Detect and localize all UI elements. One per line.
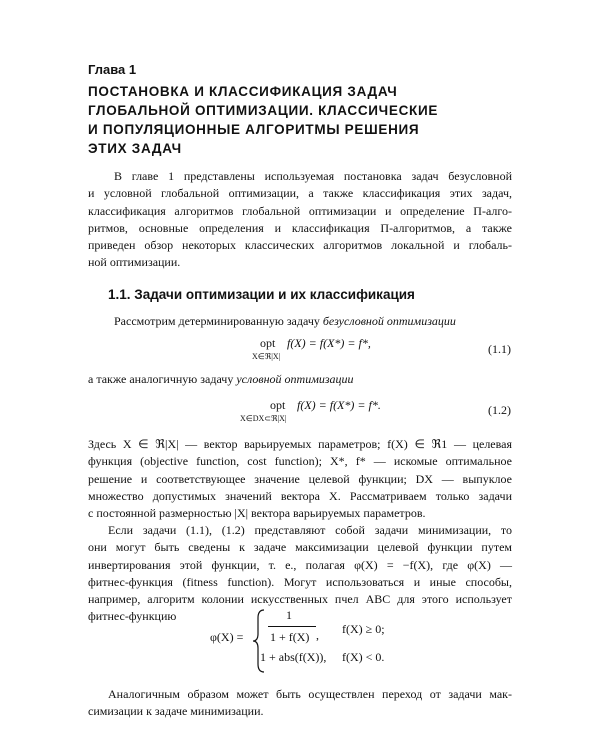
defs-line: множество допустимых значений вектора X. Рассматриваем только задачи bbox=[88, 488, 512, 503]
eq2-body: f(X) = f(X*) = f*. bbox=[297, 398, 381, 412]
defs-line: Здесь X ∈ ℜ|X| — вектор варьируемых параметров; f(X) ∈ ℜ1 — целевая bbox=[88, 437, 512, 451]
para2-line: Если задачи (1.1), (1.2) представляют собой задачи минимизации, то bbox=[108, 523, 512, 537]
defs-line: функция (objective function, cost function); X*, f* — искомые оптимальное bbox=[88, 454, 512, 469]
intro-line: В главе 1 представлены используемая постановка задач безусловной bbox=[114, 169, 512, 183]
text-constrained: а также аналогичную задачу условной оптимизации bbox=[88, 372, 354, 386]
chapter-title-line: И ПОПУЛЯЦИОННЫЕ АЛГОРИТМЫ РЕШЕНИЯ bbox=[88, 122, 420, 137]
text-unconstrained: Рассмотрим детерминированную задачу безусловной оптимизации bbox=[114, 314, 456, 328]
chapter-title-line: ПОСТАНОВКА И КЛАССИФИКАЦИЯ ЗАДАЧ bbox=[88, 84, 398, 99]
eq3-case2-condition: f(X) < 0. bbox=[342, 650, 385, 664]
section-title: 1.1. Задачи оптимизации и их классификация bbox=[108, 287, 415, 302]
eq2-subscript: X∈DX⊂ℜ|X| bbox=[240, 414, 287, 423]
chapter-title-line: ЭТИХ ЗАДАЧ bbox=[88, 141, 182, 156]
eq1-body: f(X) = f(X*) = f*, bbox=[287, 336, 371, 350]
eq1-operator: opt bbox=[260, 336, 276, 350]
eq3-case1-condition: f(X) ≥ 0; bbox=[342, 622, 385, 636]
chapter-title-line: ГЛОБАЛЬНОЙ ОПТИМИЗАЦИИ. КЛАССИЧЕСКИЕ bbox=[88, 103, 439, 118]
eq1-number: (1.1) bbox=[488, 342, 511, 356]
chapter-title bbox=[88, 82, 528, 158]
final-line: Аналогичным образом может быть осуществлен переход от задачи мак- bbox=[108, 687, 512, 701]
intro-line: приведен обзор некоторых классических алгоритмов локальной и глобаль- bbox=[88, 238, 512, 253]
eq3-lhs: φ(X) = bbox=[210, 630, 244, 644]
eq3-case1-numerator: 1 bbox=[286, 608, 292, 622]
definitions-paragraph bbox=[88, 436, 512, 522]
intro-paragraph bbox=[88, 168, 512, 272]
book-page: Глава 1 ПОСТАНОВКА И КЛАССИФИКАЦИЯ ЗАДАЧ ГЛОБАЛЬНОЙ ОПТИМИЗАЦИИ. КЛАССИЧЕСКИЕ И ПОПУЛЯЦИОННЫЕ АЛГОРИТМЫ РЕШЕНИЯ ЭТИХ ЗАДАЧ В главе 1 представлены используемая постановка задач безусловной и условной глобальной оптимизации, а также классификация этих задач, классификация алгоритмов глобальной оптимизации и определение П-алго- ритмов, основные определения и классификация П-алгоритмов, а также приведен обзор некоторых классических алгоритмов локальной и глобаль- ной оптимизации. 1.1. Задачи оптимизации и их классификация Рассмотрим детерминированную задачу безусловной оптимизации opt X∈ℜ|X| f(X) = f(X*) = f*, (1.1) а также аналогичную задачу условной оптимизации opt X∈DX⊂ℜ|X| f(X) = f(X*) = f*. (1.2) Здесь X ∈ ℜ|X| — вектор варьируемых параметров; f(X) ∈ ℜ1 — целевая функция (objective function, cost function); X*, f* — искомые оптимальное решение и соответствующее значение целевой функции; DX — выпуклое множество допустимых значений вектора X. Рассматриваем только задачи с постоянной размерностью |X| вектора варьируемых параметров. Если задачи (1.1), (1.2) представляют собой задачи минимизации, то они могут быть сведены к задаче максимизации целевой функции путем инвертирования этой функции, т. е., полагая φ(X) = −f(X), где φ(X) — фитнес-функция (fitness function). Могут использоваться и иные способы, например, алгоритм колонии искусственных пчел ABC для этого использует фитнес-функцию φ(X) = 1 1 + f(X) , f(X) ≥ 0; 1 + abs(f(X)), f(X) < 0. Аналогичным образом может быть осуществлен переход от задачи мак- симизации к задаче минимизации. bbox=[0, 0, 600, 750]
para2-line: инвертирования этой функции, т. е., полагая φ(X) = −f(X), где φ(X) — bbox=[88, 557, 512, 572]
para2-line: фитнес-функцию bbox=[88, 609, 177, 624]
defs-line: с постоянной размерностью |X| вектора варьируемых параметров. bbox=[88, 506, 426, 521]
intro-line: классификация алгоритмов глобальной оптимизации и определение П-алго- bbox=[88, 203, 512, 218]
eq3-case2-expression: 1 + abs(f(X)), bbox=[260, 650, 327, 664]
para2-line: они могут быть сведены к задаче максимизации целевой функции путем bbox=[88, 540, 512, 555]
intro-line: ритмов, основные определения и классификация П-алгоритмов, а также bbox=[88, 220, 512, 235]
final-paragraph bbox=[88, 686, 512, 721]
chapter-label: Глава 1 bbox=[88, 62, 137, 77]
para2-line: например, алгоритм колонии искусственных пчел ABC для этого использует bbox=[88, 592, 512, 607]
intro-line: ной оптимизации. bbox=[88, 255, 181, 270]
eq2-number: (1.2) bbox=[488, 403, 511, 417]
para2-line: фитнес-функция (fitness function). Могут использоваться и иные способы, bbox=[88, 574, 512, 589]
eq3-case1-denominator: 1 + f(X) bbox=[270, 630, 310, 644]
eq2-operator: opt bbox=[270, 398, 286, 412]
final-line: симизации к задаче минимизации. bbox=[88, 704, 264, 719]
eq1-subscript: X∈ℜ|X| bbox=[252, 352, 281, 361]
defs-line: решение и соответствующее значение целевой функции; DX — выпуклое bbox=[88, 471, 512, 486]
intro-line: и условной глобальной оптимизации, а также классификация этих задач, bbox=[88, 186, 512, 201]
fraction-bar bbox=[268, 626, 316, 627]
minimization-paragraph bbox=[88, 522, 512, 626]
